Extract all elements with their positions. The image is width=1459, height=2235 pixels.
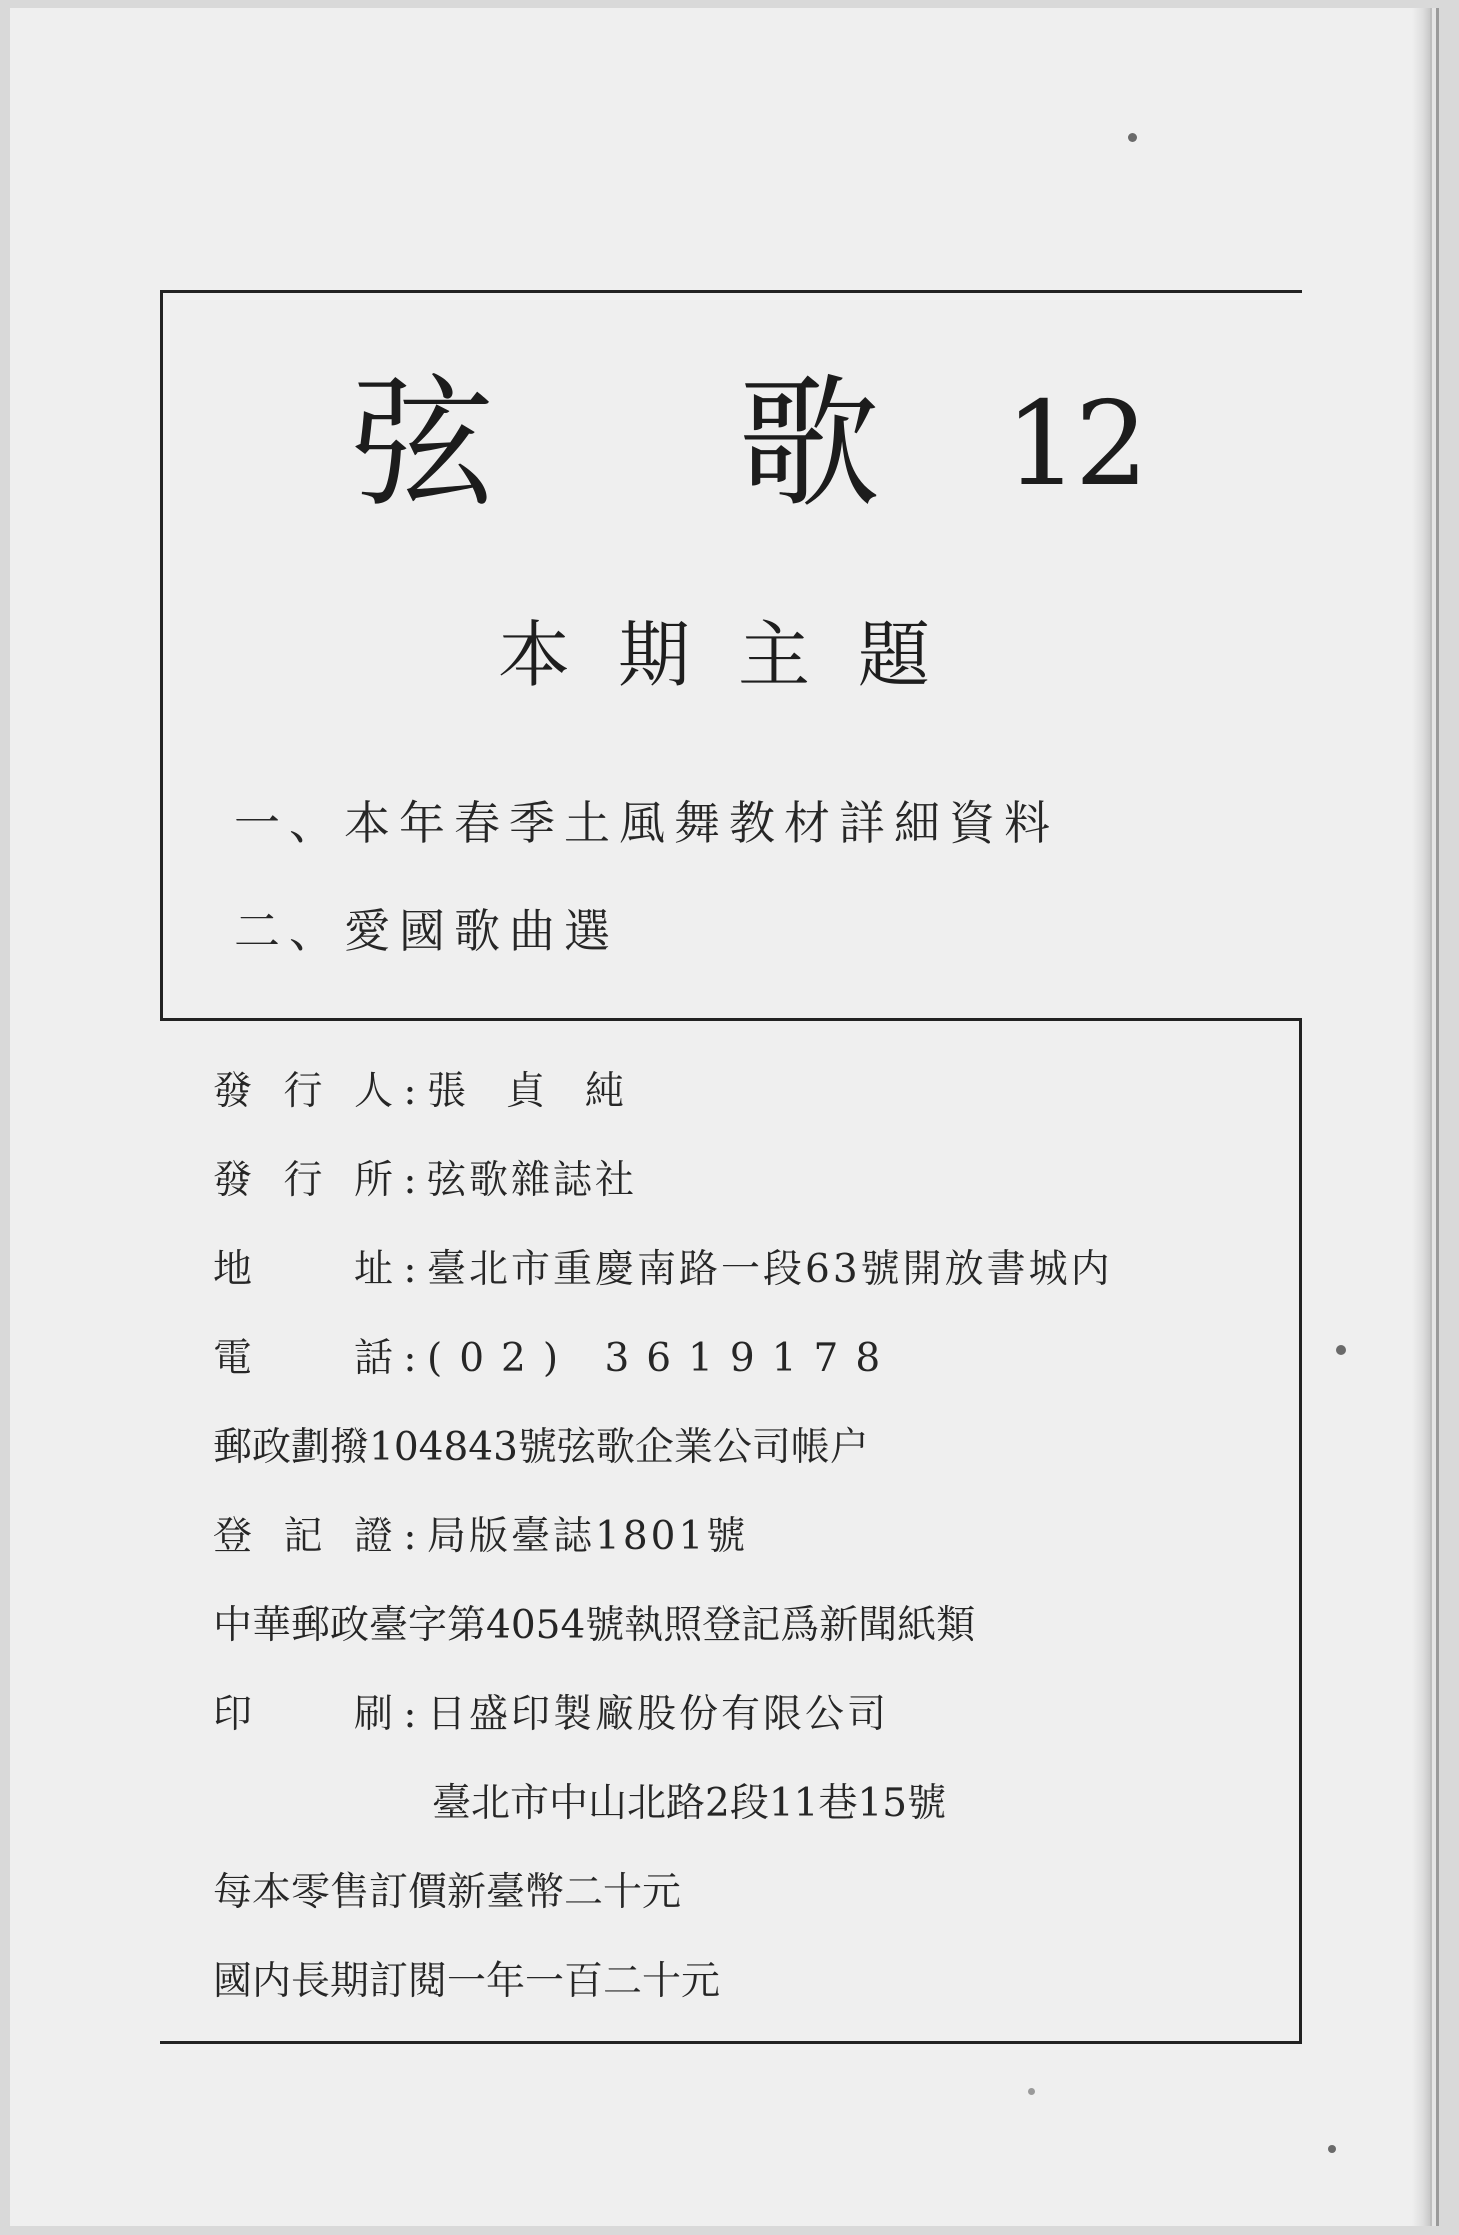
printer-label: 印刷 (213, 1692, 393, 1737)
postal-account-line: 郵政劃撥104843號弦歌企業公司帳户 (213, 1425, 869, 1470)
printer-line: 印刷 : 日盛印製廠股份有限公司 (213, 1692, 890, 1737)
phone-label: 電話 (213, 1336, 393, 1381)
address-line: 地址 : 臺北市重慶南路一段63號開放書城内 (213, 1247, 1113, 1292)
house-value: 弦歌雜誌社 (427, 1158, 638, 1203)
paper-speck (1128, 133, 1137, 142)
publisher-label: 發行人 (213, 1069, 393, 1114)
phone-value: (02) 3619178 (427, 1336, 898, 1381)
paper-speck (1328, 2145, 1336, 2153)
registration-label: 登記證 (213, 1514, 393, 1559)
post-license-line: 中華郵政臺字第4054號執照登記爲新聞紙類 (213, 1603, 976, 1648)
theme-heading: 本期主題 (498, 613, 979, 697)
printer-value: 日盛印製廠股份有限公司 (427, 1692, 890, 1737)
registration-line: 登記證 : 局版臺誌1801號 (213, 1514, 749, 1559)
theme-item: 二、愛國歌曲選 (234, 904, 619, 958)
publishing-house-line: 發行所 : 弦歌雜誌社 (213, 1158, 638, 1203)
address-label: 地址 (213, 1247, 393, 1292)
subscription-price-line: 國内長期訂閱一年一百二十元 (213, 1959, 721, 2004)
paper-speck (1028, 2088, 1035, 2095)
printer-address-line: 臺北市中山北路2段11巷15號 (432, 1781, 947, 1826)
paper-speck (1336, 1345, 1346, 1355)
registration-value: 局版臺誌1801號 (427, 1514, 749, 1559)
theme-item: 一、本年春季土風舞教材詳細資料 (234, 796, 1059, 850)
title-char-1: 弦 (352, 362, 494, 527)
publisher-line: 發行人 : 張貞純 (213, 1069, 665, 1114)
publisher-value: 張貞純 (427, 1069, 665, 1114)
house-label: 發行所 (213, 1158, 393, 1203)
page-edge (1412, 8, 1430, 2226)
issue-number: 12 (1005, 377, 1145, 512)
phone-line: 電話 : (02) 3619178 (213, 1336, 898, 1381)
address-value: 臺北市重慶南路一段63號開放書城内 (427, 1247, 1113, 1292)
magazine-title (0, 362, 1459, 527)
title-char-2: 歌 (738, 362, 880, 527)
retail-price-line: 每本零售訂價新臺幣二十元 (213, 1870, 682, 1915)
